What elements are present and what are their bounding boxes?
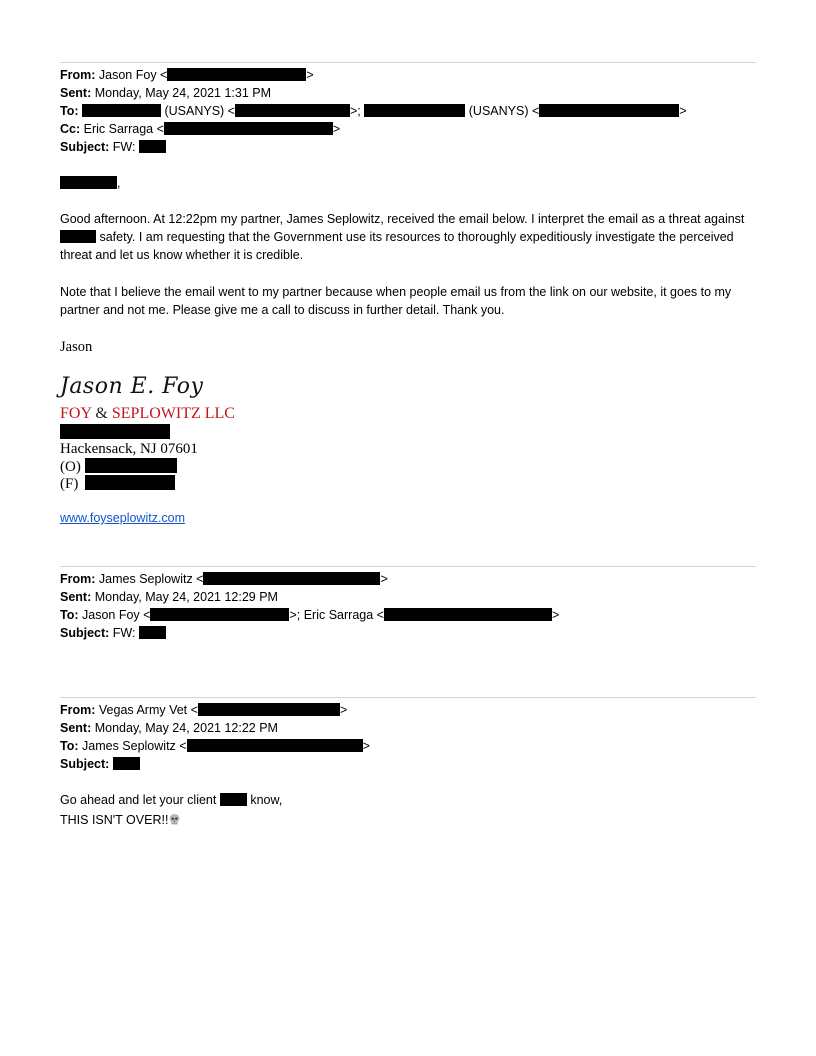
- sent-value: Monday, May 24, 2021 12:22 PM: [94, 721, 278, 735]
- email2-subject-line: [60, 624, 166, 642]
- firm-name-part: SEPLOWITZ LLC: [111, 405, 235, 422]
- redaction: [139, 140, 166, 153]
- bracket: >: [339, 703, 348, 717]
- to-label: To:: [60, 104, 79, 118]
- to-recipient-1: James Seplowitz <: [82, 739, 187, 753]
- office-label: (O): [60, 459, 81, 475]
- subject-value: FW:: [112, 140, 136, 154]
- from-name: James Seplowitz <: [98, 572, 204, 586]
- redaction: [85, 475, 175, 490]
- redaction: [187, 739, 363, 752]
- website-link[interactable]: www.foyseplowitz.com: [60, 511, 186, 525]
- redaction: [139, 626, 166, 639]
- redaction: [113, 757, 140, 770]
- redaction: [539, 104, 679, 117]
- subject-value: FW:: [112, 626, 136, 640]
- email1-cc-line: [60, 120, 340, 138]
- bracket: >: [679, 104, 687, 118]
- redaction: [85, 458, 177, 473]
- handwritten-signature: Jason E. Foy: [60, 374, 204, 399]
- redaction: [364, 104, 465, 117]
- bracket: >: [551, 608, 560, 622]
- redaction: [198, 703, 340, 716]
- paragraph-text: Good afternoon. At 12:22pm my partner, James Seplowitz, received the email below. I interpret the email as a threat against: [60, 212, 745, 226]
- redaction: [384, 608, 552, 621]
- email3-subject-line: [60, 755, 140, 773]
- redaction: [60, 424, 170, 439]
- to-recipient-2: (USANYS) <: [468, 104, 540, 118]
- email1-to-line: [60, 102, 687, 120]
- email3-sent-line: [60, 719, 278, 737]
- street-address: [60, 424, 170, 442]
- office-phone: [60, 458, 177, 476]
- sent-value: Monday, May 24, 2021 12:29 PM: [94, 590, 278, 604]
- skull-icon: [168, 813, 181, 826]
- redaction: [220, 793, 247, 806]
- header-divider: [60, 62, 756, 63]
- to-recipient-1: (USANYS) <: [164, 104, 235, 118]
- subject-label: Subject:: [60, 140, 110, 154]
- city-line: Hackensack, NJ 07601: [60, 441, 198, 457]
- redaction: [150, 608, 289, 621]
- threat-line-1: [60, 791, 282, 809]
- threat-line-2: [60, 811, 181, 829]
- fax-label: (F): [60, 476, 79, 492]
- body-paragraph-1: [60, 210, 760, 264]
- bracket: >: [380, 572, 388, 586]
- message-text: know,: [250, 793, 283, 807]
- subject-label: Subject:: [60, 757, 110, 771]
- redaction: [235, 104, 350, 117]
- firm-name: [60, 405, 235, 423]
- cc-name: Eric Sarraga <: [83, 122, 164, 136]
- email1-from-line: [60, 66, 314, 84]
- to-label: To:: [60, 608, 79, 622]
- from-label: From:: [60, 68, 96, 82]
- sent-value: Monday, May 24, 2021 1:31 PM: [94, 86, 271, 100]
- to-recipient-1: Jason Foy <: [82, 608, 151, 622]
- redaction: [164, 122, 333, 135]
- message-text: Go ahead and let your client: [60, 793, 217, 807]
- redaction: [60, 176, 117, 189]
- redaction: [167, 68, 306, 81]
- email3-from-line: [60, 701, 347, 719]
- bracket: >: [332, 122, 341, 136]
- email1-subject-line: [60, 138, 166, 156]
- to-label: To:: [60, 739, 79, 753]
- redaction: [82, 104, 161, 117]
- paragraph-text: safety. I am requesting that the Government use its resources to thoroughly expeditiously investigate the perceived threat and let us know whether it is credible.: [60, 230, 734, 262]
- from-name: Vegas Army Vet <: [98, 703, 198, 717]
- bracket: >: [362, 739, 370, 753]
- separator: >;: [350, 104, 361, 118]
- email2-from-line: [60, 570, 388, 588]
- sign-off-name: Jason: [60, 339, 93, 355]
- sent-label: Sent:: [60, 721, 92, 735]
- redaction: [60, 230, 96, 243]
- sent-label: Sent:: [60, 590, 92, 604]
- ampersand: &: [95, 405, 108, 422]
- email2-to-line: [60, 606, 559, 624]
- firm-name-part: FOY: [60, 405, 92, 422]
- paragraph-text: Note that I believe the email went to my partner because when people email us from the link on our website, it goes to my partner and not me. Please give me a call to discuss in further detail. Thank you.: [60, 285, 732, 317]
- fax-number: [60, 475, 175, 493]
- sent-label: Sent:: [60, 86, 92, 100]
- cc-label: Cc:: [60, 122, 81, 136]
- email2-sent-line: [60, 588, 278, 606]
- body-paragraph-2: [60, 283, 760, 319]
- email1-sent-line: [60, 84, 271, 102]
- to-recipient-2: >; Eric Sarraga <: [289, 608, 384, 622]
- from-label: From:: [60, 703, 96, 717]
- subject-label: Subject:: [60, 626, 110, 640]
- message-text: THIS ISN'T OVER!!: [60, 813, 169, 827]
- salutation: [60, 174, 120, 192]
- email3-to-line: [60, 737, 370, 755]
- from-label: From:: [60, 572, 96, 586]
- header-divider: [60, 566, 756, 567]
- bracket: >: [306, 68, 314, 82]
- from-name: Jason Foy <: [98, 68, 168, 82]
- comma: ,: [117, 176, 121, 190]
- redaction: [203, 572, 380, 585]
- header-divider: [60, 697, 756, 698]
